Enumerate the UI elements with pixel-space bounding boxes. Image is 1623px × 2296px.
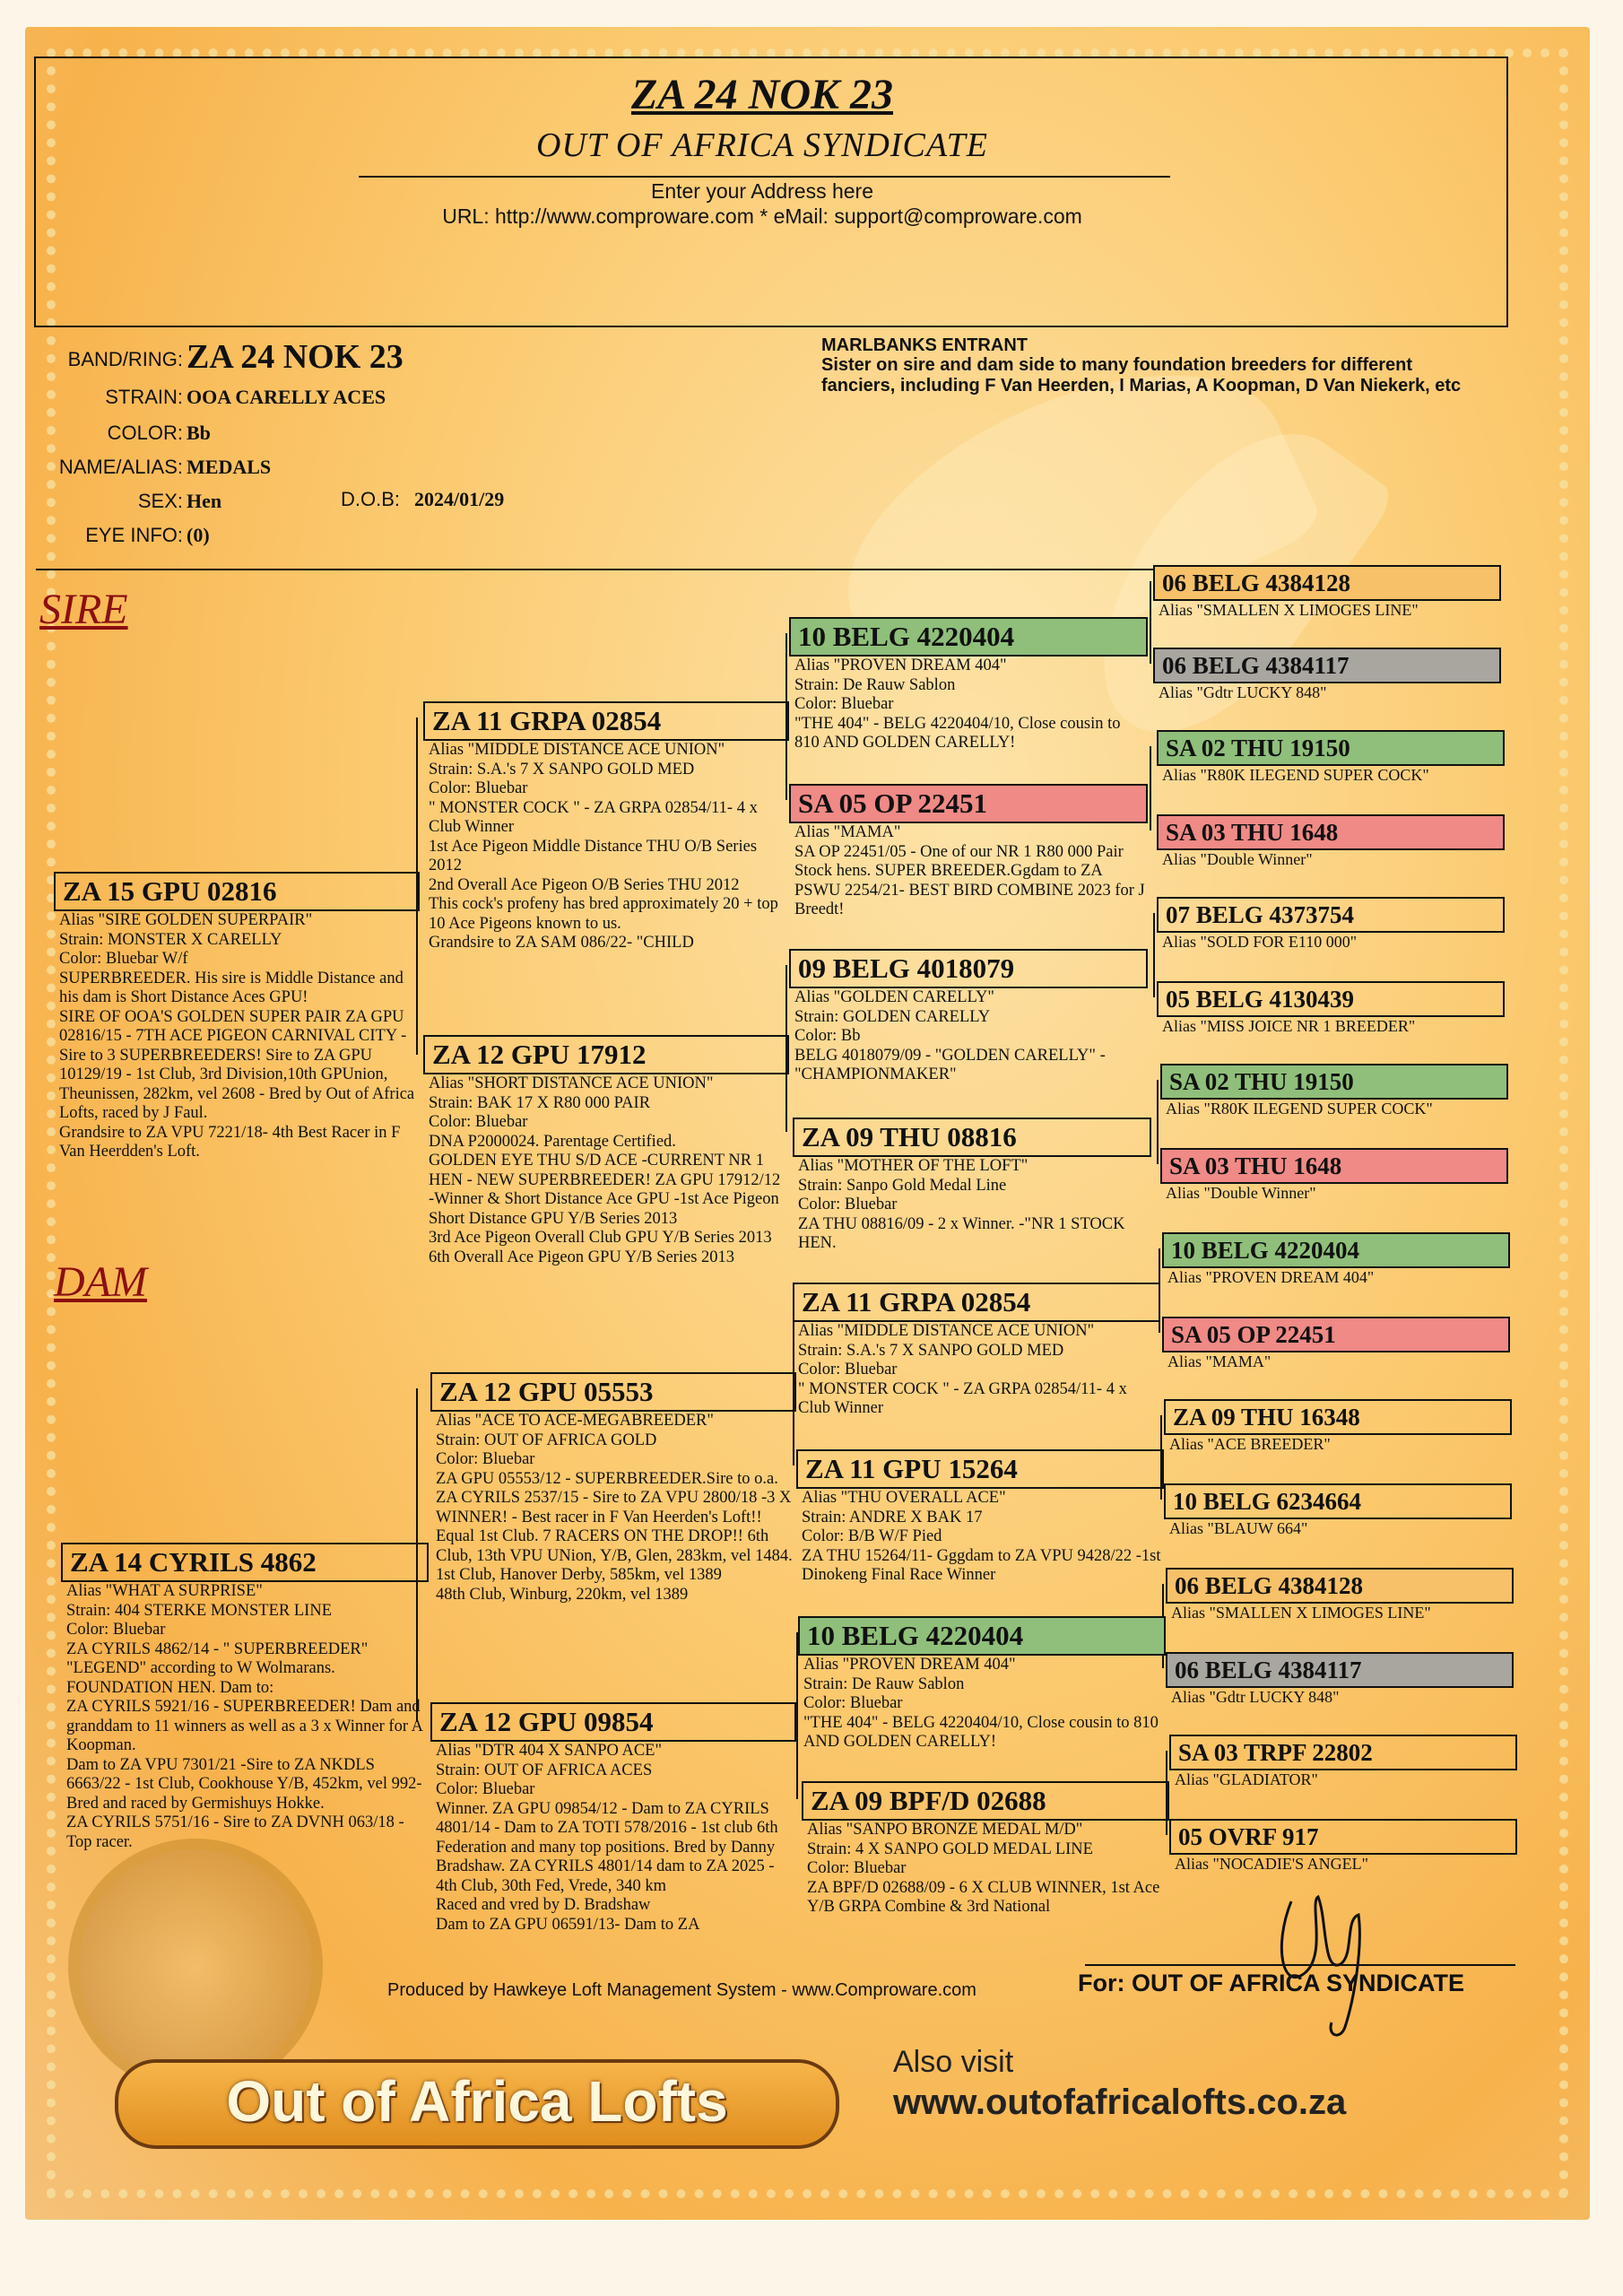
gen4-bird-9[interactable]	[1162, 1232, 1510, 1288]
bird-ring: ZA 11 GRPA 02854	[793, 1283, 1160, 1322]
gen2-dam-dam[interactable]	[430, 1702, 796, 1935]
gen1-sire[interactable]	[54, 872, 420, 1162]
bird-ring: ZA 11 GPU 15264	[796, 1449, 1164, 1489]
gen3-bird-4[interactable]	[793, 1118, 1151, 1254]
bird-alias: Alias "Double Winner"	[1166, 1184, 1316, 1202]
bird-details: Alias "SHORT DISTANCE ACE UNION" Strain: BAK 17 X R80 000 PAIR Color: Bluebar DNA P2000024. Parentage Certified. GOLDEN EYE THU S/D ACE -CURRENT NR 1 HEN - NEW SUPERBREEDER! ZA GPU 17912/12 -Winner & Short Distance Ace GPU -1st Ace Pigeon Short Distance GPU Y/B Series 2013 3rd Ace Pigeon Overall Club GPU Y/B Series 2013 6th Overall Ace Pigeon GPU Y/B Series 2013	[429, 1074, 781, 1266]
bird-ring: ZA 09 BPF/D 02688	[802, 1781, 1169, 1821]
bird-ring: ZA 15 GPU 02816	[54, 872, 420, 911]
gen1-dam[interactable]	[61, 1543, 429, 1852]
bird-details: Alias "MOTHER OF THE LOFT" Strain: Sanpo Gold Medal Line Color: Bluebar ZA THU 08816/09 - 2 x Winner. -"NR 1 STOCK HEN.	[798, 1157, 1125, 1252]
bird-details: Alias "THU OVERALL ACE" Strain: ANDRE X BAK 17 Color: B/B W/F Pied ZA THU 15264/11- Gggdam to ZA VPU 9428/22 -1st Dinokeng Final Race Winner	[802, 1489, 1161, 1584]
header-owner: OUT OF AFRICA SYNDICATE	[535, 126, 989, 164]
produced-by: Produced by Hawkeye Loft Management System - www.Comproware.com	[387, 1980, 976, 2000]
gen4-bird-15[interactable]	[1169, 1735, 1517, 1790]
also-visit: Also visit	[893, 2045, 1014, 2079]
gen4-bird-4[interactable]	[1157, 814, 1505, 870]
bird-ring: 06 BELG 4384117	[1153, 648, 1501, 683]
eye-label: EYE INFO:	[85, 524, 183, 546]
africa-seal-emblem	[68, 1839, 323, 2093]
bird-details: Alias "MIDDLE DISTANCE ACE UNION" Strain: S.A.'s 7 X SANPO GOLD MED Color: Bluebar " MONSTER COCK " - ZA GRPA 02854/11- 4 x Club Winner	[798, 1322, 1127, 1417]
bird-details: Alias "ACE TO ACE-MEGABREEDER" Strain: OUT OF AFRICA GOLD Color: Bluebar ZA GPU 05553/12 - SUPERBREEDER.Sire to o.a. ZA CYRILS 2537/15 - Sire to ZA VPU 2800/18 -3 X WINNER! - Best racer in F Van Heerden's Loft!! Equal 1st Club. 7 RACERS ON THE DROP!! 6th Club, 13th VPU UNion, Y/B, Glen, 283km, vel 1484. 1st Club, Hanover Derby, 585km, vel 1389 48th Club, Winburg, 220km, vel 1389	[436, 1412, 793, 1604]
info-divider	[36, 569, 1157, 570]
sex-label: SEX:	[137, 490, 183, 512]
header-url-line: URL: http://www.comproware.com * eMail: support@comproware.com	[442, 204, 1082, 228]
entrant-title: MARLBANKS ENTRANT	[821, 335, 1028, 355]
gen3-bird-5[interactable]	[793, 1283, 1160, 1419]
bird-ring: SA 05 OP 22451	[1162, 1317, 1510, 1352]
strain-value: OOA CARELLY ACES	[187, 386, 386, 408]
dob-label: D.O.B:	[341, 488, 401, 510]
gen4-bird-6[interactable]	[1157, 981, 1505, 1037]
bird-details: Alias "WHAT A SURPRISE" Strain: 404 STERKE MONSTER LINE Color: Bluebar ZA CYRILS 4862/14 - " SUPERBREEDER" "LEGEND" according to W Wolmarans. FOUNDATION HEN. Dam to: ZA CYRILS 5921/16 - SUPERBREEDER! Dam and granddam to 11 winners as well as a 3 x Winner for A Koopman. Dam to ZA VPU 7301/21 -Sire to ZA NKDLS 6663/22 - 1st Club, Cookhouse Y/B, 452km, vel 992- Bred and raced by Germishuys Hokke. ZA CYRILS 5751/16 - Sire to ZA DVNH 063/18 - Top racer.	[66, 1582, 422, 1851]
gen4-bird-7[interactable]	[1160, 1064, 1508, 1119]
name-label: NAME/ALIAS:	[58, 456, 183, 478]
bird-ring: SA 03 TRPF 22802	[1169, 1735, 1517, 1770]
gen4-bird-2[interactable]	[1153, 648, 1501, 703]
color-label: COLOR:	[107, 422, 183, 444]
bird-ring: 05 BELG 4130439	[1157, 981, 1505, 1017]
header-ring-title: ZA 24 NOK 23	[630, 71, 894, 118]
bird-alias: Alias "SMALLEN X LIMOGES LINE"	[1171, 1604, 1431, 1622]
bird-ring: 06 BELG 4384117	[1166, 1652, 1514, 1688]
gen2-sire-dam[interactable]	[423, 1035, 789, 1267]
bird-ring: ZA 12 GPU 09854	[430, 1702, 796, 1742]
gen3-bird-8[interactable]	[802, 1781, 1169, 1918]
color-value: Bb	[187, 422, 211, 444]
bird-alias: Alias "R80K ILEGEND SUPER COCK"	[1162, 766, 1429, 784]
bird-alias: Alias "PROVEN DREAM 404"	[1167, 1268, 1375, 1286]
gen4-bird-11[interactable]	[1164, 1399, 1512, 1455]
bird-alias: Alias "ACE BREEDER"	[1169, 1435, 1331, 1453]
bird-alias: Alias "Gdtr LUCKY 848"	[1171, 1688, 1340, 1706]
bird-alias: Alias "NOCADIE'S ANGEL"	[1175, 1855, 1368, 1873]
bird-ring: ZA 12 GPU 17912	[423, 1035, 789, 1074]
bird-ring: 10 BELG 4220404	[798, 1616, 1166, 1656]
gen4-bird-3[interactable]	[1157, 730, 1505, 786]
connector-dam-up	[416, 1388, 418, 1561]
connector-g3-4	[1157, 1080, 1159, 1164]
for-line: For: OUT OF AFRICA SYNDICATE	[1078, 1970, 1464, 1996]
bird-ring: ZA 14 CYRILS 4862	[61, 1543, 429, 1582]
band-label: BAND/RING:	[67, 348, 183, 370]
header-divider	[359, 176, 1170, 178]
bird-details: Alias "GOLDEN CARELLY" Strain: GOLDEN CARELLY Color: Bb BELG 4018079/09 - "GOLDEN CARELLY" - "CHAMPIONMAKER"	[794, 988, 1106, 1083]
gen3-bird-3[interactable]	[789, 949, 1148, 1085]
bird-details: Alias "PROVEN DREAM 404" Strain: De Rauw Sablon Color: Bluebar "THE 404" - BELG 4220404/10, Close cousin to 810 AND GOLDEN CARELLY!	[803, 1656, 1159, 1751]
gen4-bird-10[interactable]	[1162, 1317, 1510, 1372]
bird-ring: ZA 09 THU 08816	[793, 1118, 1151, 1157]
banner-text: Out of Africa Lofts	[226, 2069, 728, 2134]
gen4-bird-13[interactable]	[1166, 1568, 1514, 1623]
bird-details: Alias "SANPO BRONZE MEDAL M/D" Strain: 4 X SANPO GOLD MEDAL LINE Color: Bluebar ZA BPF/D 02688/09 - 6 X CLUB WINNER, 1st Ace Y/B GRPA Combine & 3rd National	[807, 1821, 1160, 1916]
gen2-sire-sire[interactable]	[423, 701, 789, 953]
eye-value: (0)	[187, 524, 210, 546]
connector-g3-3	[1153, 913, 1155, 997]
bird-ring: 09 BELG 4018079	[789, 949, 1148, 988]
bird-ring: 10 BELG 6234664	[1164, 1483, 1512, 1519]
bird-ring: ZA 11 GRPA 02854	[423, 701, 789, 741]
bird-details: Alias "DTR 404 X SANPO ACE" Strain: OUT OF AFRICA ACES Color: Bluebar Winner. ZA GPU 09854/12 - Dam to ZA CYRILS 4801/14 - Dam to ZA TOTI 578/2016 - 1st club 6th Federation and many top positions. Bred by Danny Bradshaw. ZA CYRILS 4801/14 dam to ZA 2025 - 4th Club, 30th Fed, Vrede, 340 km Raced and vred by D. Bradshaw Dam to ZA GPU 06591/13- Dam to ZA	[436, 1742, 778, 1934]
bird-ring: SA 05 OP 22451	[789, 784, 1148, 823]
bird-alias: Alias "SOLD FOR E110 000"	[1162, 933, 1358, 951]
entrant-text: Sister on sire and dam side to many foundation breeders for different fanciers, including F Van Heerden, I Marias, A Koopman, D Van Niekerk, etc	[821, 355, 1462, 396]
bird-ring: 06 BELG 4384128	[1153, 565, 1501, 601]
gen4-bird-1[interactable]	[1153, 565, 1501, 621]
sire-label: SIRE	[39, 586, 128, 633]
bird-ring: SA 03 THU 1648	[1160, 1148, 1508, 1184]
gen3-bird-6[interactable]	[796, 1449, 1164, 1586]
bird-alias: Alias "R80K ILEGEND SUPER COCK"	[1166, 1100, 1433, 1118]
bird-details: Alias "MAMA" SA OP 22451/05 - One of our NR 1 R80 000 Pair Stock hens. SUPER BREEDER.Ggdam to ZA PSWU 2254/21- BEST BIRD COMBINE 2023 for J Breedt!	[794, 823, 1145, 918]
website-link[interactable]: www.outofafricalofts.co.za	[893, 2083, 1347, 2122]
bird-alias: Alias "GLADIATOR"	[1175, 1770, 1318, 1788]
header-address: Enter your Address here	[650, 179, 874, 203]
gen3-bird-7[interactable]	[798, 1616, 1166, 1752]
bird-ring: SA 02 THU 19150	[1160, 1064, 1508, 1100]
bird-ring: ZA 09 THU 16348	[1164, 1399, 1512, 1435]
bird-ring: ZA 12 GPU 05553	[430, 1372, 796, 1412]
dob-value: 2024/01/29	[414, 488, 505, 510]
connector-g3-1	[1150, 581, 1151, 664]
name-value: MEDALS	[187, 456, 272, 478]
bird-ring: 07 BELG 4373754	[1157, 897, 1505, 933]
bird-ring: 10 BELG 4220404	[789, 617, 1148, 657]
gen4-bird-14[interactable]	[1166, 1652, 1514, 1708]
bird-ring: 06 BELG 4384128	[1166, 1568, 1514, 1604]
bird-alias: Alias "BLAUW 664"	[1169, 1519, 1308, 1537]
signature-mark	[1255, 1866, 1399, 2045]
bird-details: Alias "SIRE GOLDEN SUPERPAIR" Strain: MONSTER X CARELLY Color: Bluebar W/f SUPERBREEDER. His sire is Middle Distance and his dam is Short Distance Aces GPU! SIRE OF OOA'S GOLDEN SUPER PAIR ZA GPU 02816/15 - 7TH ACE PIGEON CARNIVAL CITY - Sire to 3 SUPERBREEDERS! Sire to ZA GPU 10129/19 - 1st Club, 3rd Division,10th GPUnion, Theunissen, 282km, vel 2608 - Bred by Out of Africa Lofts, raced by J Faul. Grandsire to ZA VPU 7221/18- 4th Best Racer in F Van Heerdden's Loft.	[59, 911, 415, 1161]
band-value: ZA 24 NOK 23	[187, 338, 404, 376]
gen3-bird-1[interactable]	[789, 617, 1148, 753]
gen4-bird-12[interactable]	[1164, 1483, 1512, 1539]
gen2-dam-sire[interactable]	[430, 1372, 796, 1605]
bird-ring: SA 02 THU 19150	[1157, 730, 1505, 766]
bird-ring: 05 OVRF 917	[1169, 1819, 1517, 1855]
bird-ring: SA 03 THU 1648	[1157, 814, 1505, 850]
bird-alias: Alias "Double Winner"	[1162, 850, 1313, 868]
bird-alias: Alias "SMALLEN X LIMOGES LINE"	[1159, 601, 1419, 619]
bird-ring: 10 BELG 4220404	[1162, 1232, 1510, 1268]
sex-value: Hen	[187, 490, 222, 512]
gen4-bird-8[interactable]	[1160, 1148, 1508, 1204]
bird-alias: Alias "Gdtr LUCKY 848"	[1159, 683, 1327, 701]
bird-details: Alias "PROVEN DREAM 404" Strain: De Rauw Sablon Color: Bluebar "THE 404" - BELG 4220404/10, Close cousin to 810 AND GOLDEN CARELLY!	[794, 657, 1121, 752]
out-of-africa-lofts-banner	[115, 2059, 839, 2149]
bird-alias: Alias "MISS JOICE NR 1 BREEDER"	[1162, 1017, 1416, 1035]
gen3-bird-2[interactable]	[789, 784, 1148, 920]
connector-g3-2	[1150, 746, 1151, 831]
bird-details: Alias "MIDDLE DISTANCE ACE UNION" Strain: S.A.'s 7 X SANPO GOLD MED Color: Bluebar " MONSTER COCK " - ZA GRPA 02854/11- 4 x Club Winner 1st Ace Pigeon Middle Distance THU O/B Series 2012 2nd Overall Ace Pigeon O/B Series THU 2012 This cock's profeny has bred approximately 20 + top 10 Ace Pigeons known to us. Grandsire to ZA SAM 086/22- "CHILD	[429, 741, 778, 952]
bird-alias: Alias "MAMA"	[1167, 1352, 1271, 1370]
strain-label: STRAIN:	[105, 386, 183, 408]
gen4-bird-5[interactable]	[1157, 897, 1505, 952]
dam-label: DAM	[54, 1258, 147, 1306]
